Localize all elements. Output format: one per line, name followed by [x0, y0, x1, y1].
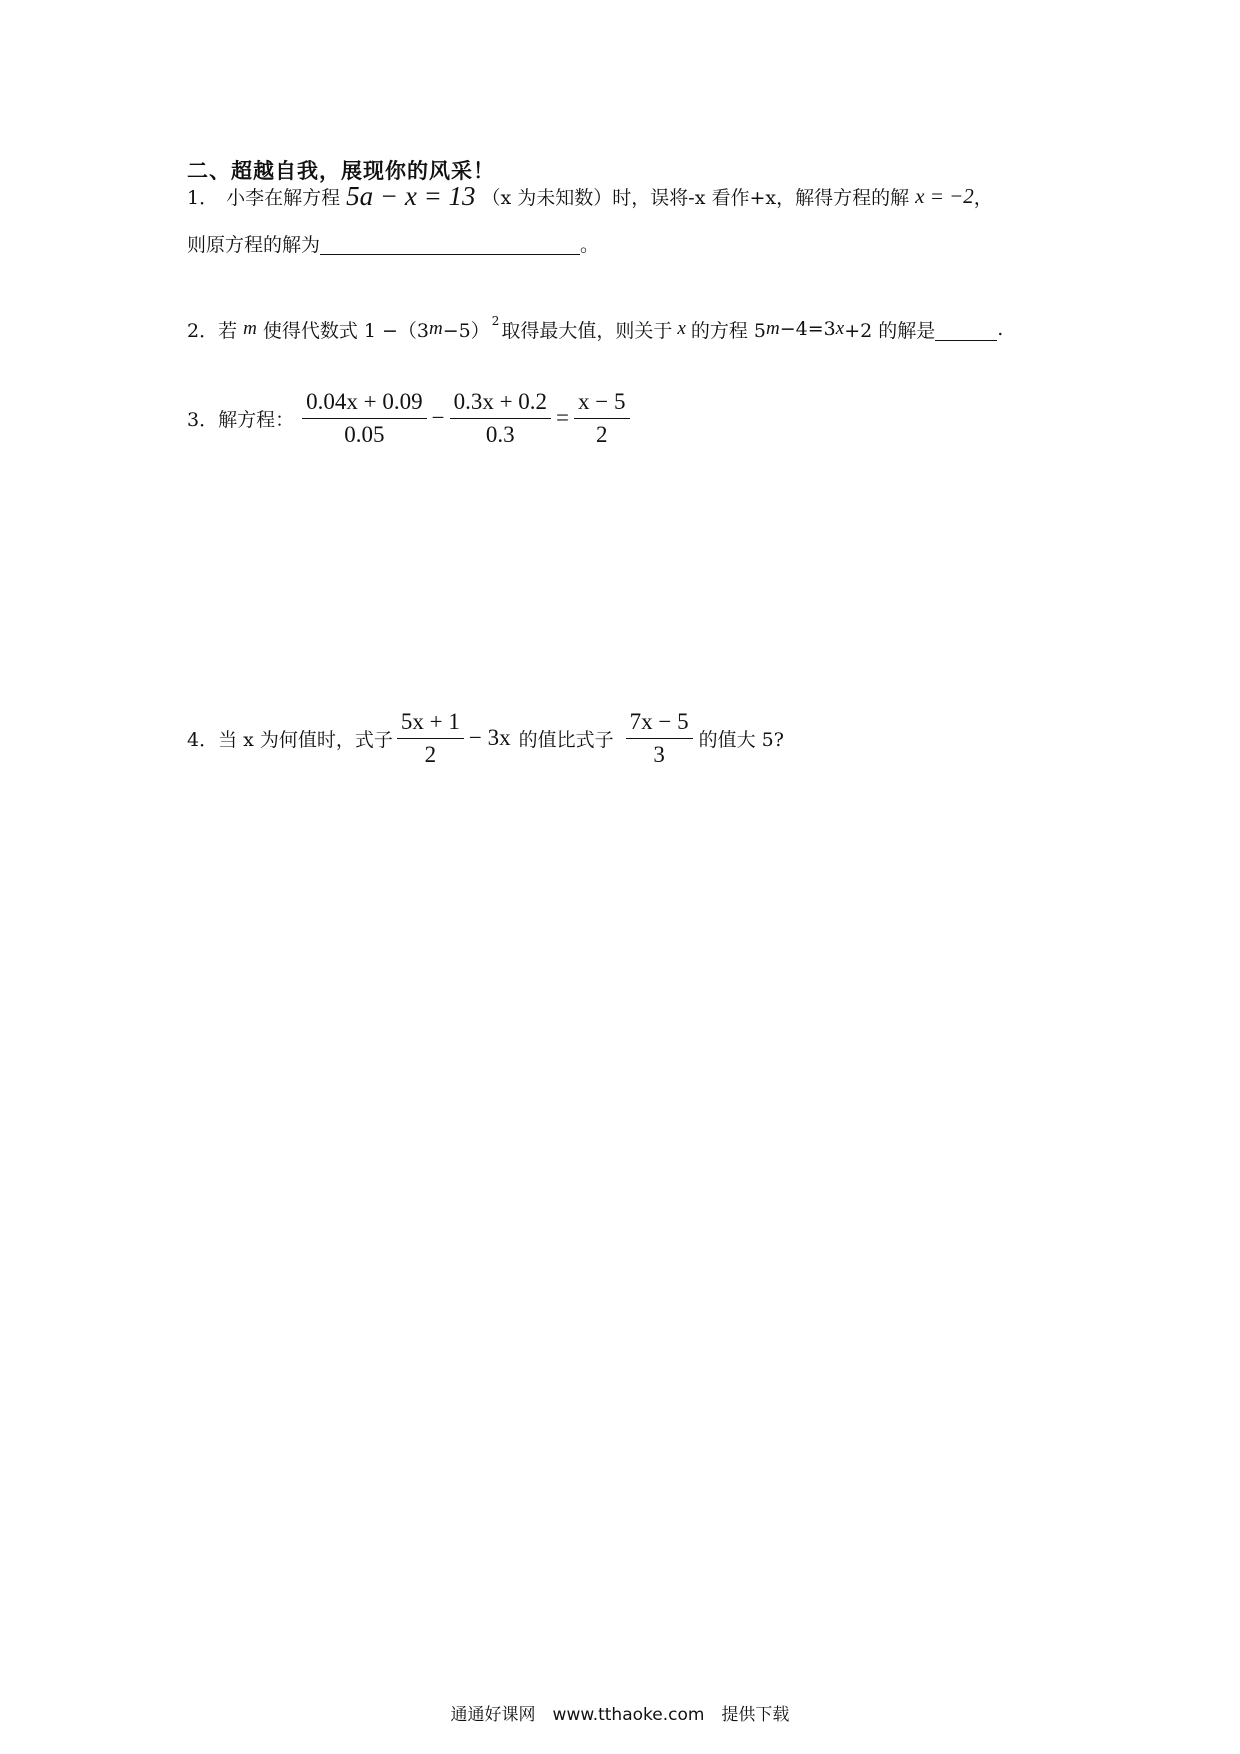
q3-fraction-1 — [302, 389, 426, 448]
q1-line2-text: 则原方程的解为 — [187, 233, 321, 256]
q3-equals: = — [556, 405, 570, 430]
q3-frac1-numerator: 0.04x + 0.09 — [302, 389, 426, 419]
question-1-line-2 — [187, 228, 599, 258]
page-footer: 通通好课网 www.tthaoke.com 提供下载 — [450, 1705, 790, 1725]
question-3 — [187, 380, 632, 456]
q1-solution: x = −2 — [915, 183, 974, 208]
q4-frac1-denominator: 2 — [424, 741, 437, 767]
q4-fraction-2 — [626, 709, 693, 768]
q2-text-g: +2 的解是 — [844, 319, 936, 342]
q3-label: 3．解方程： — [187, 408, 295, 431]
q2-var-m2: m — [429, 318, 443, 339]
q2-var-x: x — [677, 318, 686, 339]
q1-line2-end: 。 — [580, 233, 600, 256]
q2-exponent: 2 — [491, 314, 500, 328]
q2-text-end: . — [997, 318, 1004, 340]
q2-text-d: 取得最大值，则关于 — [501, 319, 673, 342]
q2-text-c: −5） — [442, 319, 490, 342]
q1-text-a: 小李在解方程 — [226, 186, 341, 209]
q4-text-mid: 的值比式子 — [518, 728, 614, 751]
q2-answer-blank[interactable] — [935, 318, 997, 341]
q4-text-end: 的值大 5? — [698, 728, 784, 751]
q4-frac1-numerator: 5x + 1 — [397, 709, 464, 739]
question-1-line-1 — [187, 180, 993, 212]
q3-minus: − — [431, 405, 445, 430]
q4-frac2-denominator: 3 — [653, 741, 665, 767]
q2-text-b: 使得代数式 1 −（3 — [262, 319, 430, 342]
q1-text-b: （x 为未知数）时，误将-x 看作+x，解得方程的解 — [481, 186, 910, 209]
q3-fraction-3 — [574, 389, 629, 448]
question-4 — [187, 700, 784, 776]
q3-fraction-2 — [450, 389, 551, 448]
q2-var-x2: x — [835, 318, 845, 339]
q3-frac3-numerator: x − 5 — [574, 389, 629, 419]
q4-label: 4．当 x 为何值时，式子 — [187, 728, 393, 751]
q3-frac2-numerator: 0.3x + 0.2 — [450, 389, 551, 419]
q3-frac3-denominator: 2 — [596, 421, 608, 447]
q1-number: 1． — [187, 186, 219, 209]
q2-var-m3: m — [766, 318, 780, 339]
q2-text-f: −4=3 — [779, 318, 836, 340]
q2-var-m: m — [243, 318, 257, 339]
q2-text-a: 2．若 — [187, 319, 238, 342]
q1-text-c: ， — [973, 186, 993, 209]
q1-answer-blank[interactable] — [320, 232, 580, 255]
q4-frac2-numerator: 7x − 5 — [626, 709, 693, 739]
q4-fraction-1 — [397, 709, 464, 768]
q4-term: − 3x — [468, 725, 511, 750]
section-title: 二、超越自我，展现你的风采！ — [187, 159, 495, 183]
question-2 — [187, 314, 1003, 344]
q2-text-e: 的方程 5 — [690, 319, 766, 342]
q3-frac1-denominator: 0.05 — [344, 421, 385, 447]
q1-equation: 5a − x = 13 — [346, 180, 476, 211]
q3-frac2-denominator: 0.3 — [485, 421, 515, 447]
